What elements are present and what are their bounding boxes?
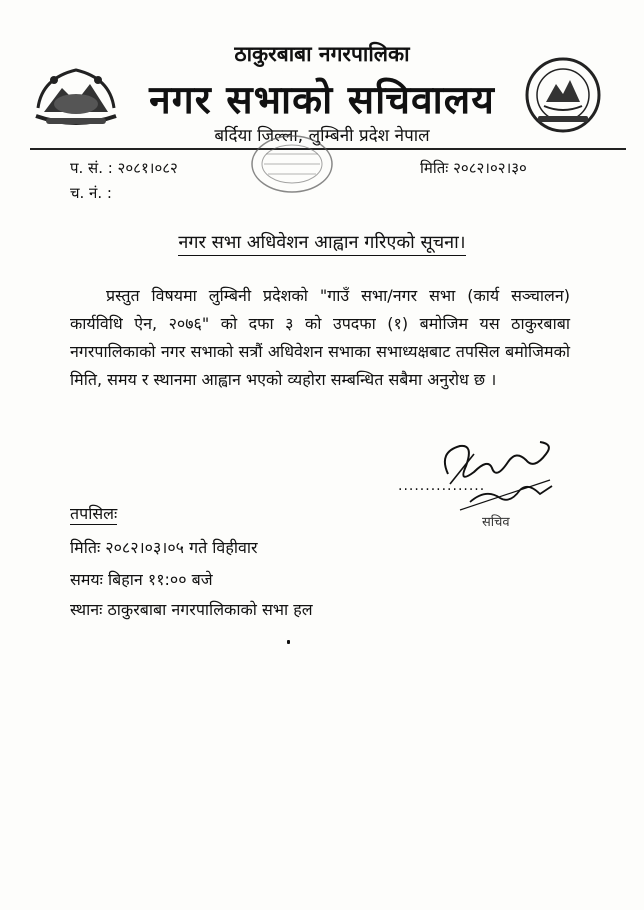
stray-mark bbox=[287, 640, 290, 644]
office-title: नगर सभाको सचिवालय bbox=[149, 78, 495, 123]
office-stamp-icon bbox=[246, 130, 338, 198]
details-heading: तपसिलः bbox=[70, 504, 118, 523]
notice-body: प्रस्तुत विषयमा लुम्बिनी प्रदेशको "गाउँ सभा/नगर सभा (कार्य सञ्चालन) कार्यविधि ऐन, २०७६" को दफा ३ को उपदफा (१) बमोजिम यस ठाकुरबाबा नगरपालिकाको नगर सभाको सत्रौं अधिवेशन सभाका सभाध्यक्षबाट तपसिल बमोजिमको मिति, समय र स्थानमा आह्वान भएको व्यहोरा सम्बन्धित सबैमा अनुरोध छ । bbox=[70, 286, 570, 389]
municipality-name: ठाकुरबाबा नगरपालिका bbox=[234, 42, 410, 66]
notice-heading bbox=[0, 230, 644, 254]
dispatch-number: च. नं. : bbox=[70, 184, 112, 202]
meeting-date: मितिः २०८२।०३।०५ गते विहीवार bbox=[70, 538, 258, 557]
signature-icon bbox=[430, 432, 570, 522]
signature-line: ................ bbox=[398, 478, 486, 494]
meeting-place: स्थानः ठाकुरबाबा नगरपालिकाको सभा हल bbox=[70, 600, 313, 619]
office-address: बर्दिया जिल्ला, लुम्बिनी प्रदेश नेपाल bbox=[214, 126, 430, 146]
reference-number: प. सं. : २०८१।०८२ bbox=[70, 159, 178, 177]
notice-title: नगर सभा अधिवेशन आह्वान गरिएको सूचना। bbox=[178, 232, 465, 256]
meeting-time: समयः बिहान ११:०० बजे bbox=[70, 570, 213, 589]
signatory-title: सचिव bbox=[482, 515, 510, 530]
letter-date: मितिः २०८२।०२।३० bbox=[420, 159, 527, 177]
